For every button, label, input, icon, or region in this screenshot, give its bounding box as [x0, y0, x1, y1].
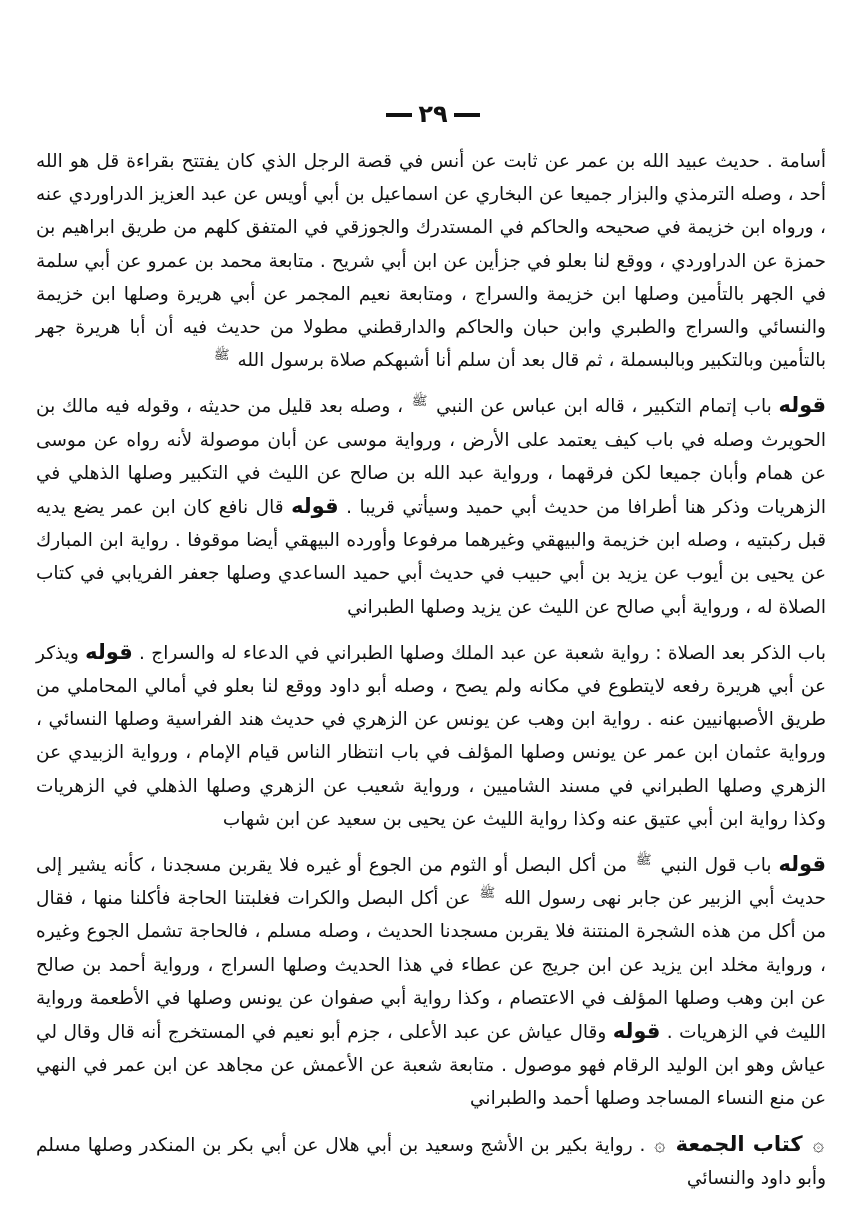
chapter-ornament-icon: ۞ [812, 1134, 824, 1157]
qawluhu-keyword: قوله [291, 494, 339, 519]
qawluhu-keyword: قوله [85, 639, 133, 664]
page-number [0, 100, 866, 128]
paragraph-5 [36, 1128, 826, 1195]
salla-ligature: ﷺ [411, 394, 428, 410]
paragraph-text: . رواية بكير بن الأشج وسعيد بن أبي هلال عن أبي بكر بن المنكدر وصلها مسلم وأبو داود والنسائي [36, 1134, 826, 1189]
paragraph-text: وقال عياش عن عبد الأعلى ، جزم أبو نعيم في المستخرج أنه قال وقال لي عياش وهو ابن الوليد الرقام فهو موصول . متابعة شعبة عن الأعمش عن مجاهد عن ابن عمر في النهي عن منع النساء المساجد وصلها أحمد والطبراني [36, 1022, 826, 1110]
paragraph-text: من أكل البصل أو الثوم من الجوع أو غيره فلا يقربن مسجدنا ، كأنه يشير إلى حديث أبي الزبير عن جابر نهى رسول الله [36, 855, 826, 910]
page-number-dash-right [454, 113, 480, 117]
chapter-ornament-icon: ۞ [654, 1134, 666, 1157]
qawluhu-keyword: قوله [612, 1019, 661, 1044]
paragraph-text: قال نافع كان ابن عمر يضع يديه قبل ركبتيه ، وصله ابن خزيمة والبيهقي وغيرهما مرفوعا وأورده البيهقي أيضا موقوفا . رواية ابن المبارك عن يحيى بن أيوب عن يزيد بن أبي حبيب في حديث أبي حميد الساعدي وصلها جعفر الفريابي في كتاب الصلاة له ، ورواية أبي صالح عن الليث عن يزيد وصلها الطبراني [36, 497, 826, 618]
paragraph-text: ، وصله بعد قليل من حديثه ، وقوله فيه مالك بن الحويرث وصله في باب كيف يعتمد على الأرض ، ورواية موسى عن أبان موصولة لأنه رواه عن موسى عن همام وأبان جميعا لكن فرقهما ، ورواية عبد الله بن صالح عن الليث في التكبير وصلها الذهلي في الزهريات وذكر هنا أطرافا من حديث أبي حميد وسيأتي قريبا . [36, 396, 826, 519]
page-number-dash-left [386, 113, 412, 117]
paragraph-text: أسامة . حديث عبيد الله بن عمر عن ثابت عن أنس في قصة الرجل الذي كان يفتتح بقراءة قل هو الله أحد ، وصله الترمذي والبزار جميعا عن البخاري عن اسماعيل بن أبي أويس عن عبد العزيز الدراوردي عنه ، ورواه ابن خزيمة في صحيحه والحاكم في المستدرك والجوزقي في المتفق كلهم من طريق ابراهيم بن حمزة عن الدراوردي ، ووقع لنا بعلو في جزأين عن ابن أبي شريح . متابعة محمد بن عمرو عن أبي سلمة في الجهر بالتأمين وصلها ابن خزيمة والسراج ، ومتابعة نعيم المجمر عن أبي هريرة وصلها ابن خزيمة والنسائي والسراج والطبري وابن حبان والحاكم والدارقطني مطولا من حديث فيه أن أبا هريرة جهر بالتأمين وبالتكبير وبالبسملة ، ثم قال بعد أن سلم أنا أشبهكم صلاة برسول الله [36, 151, 826, 372]
paragraph-2 [36, 389, 826, 623]
chapter-title: كتاب الجمعة [667, 1131, 811, 1156]
salla-ligature: ﷺ [479, 886, 496, 902]
paragraph-3 [36, 636, 826, 836]
paragraph-text: باب قول النبي [653, 855, 779, 877]
salla-ligature: ﷺ [213, 348, 230, 364]
paragraph-text: باب الذكر بعد الصلاة : رواية شعبة عن عبد الملك وصلها الطبراني في الدعاء له والسراج . [132, 642, 826, 664]
body-text [36, 145, 826, 1195]
paragraph-text: عن أكل البصل والكرات فغلبتنا الحاجة فأكلنا منها ، فقال من أكل من هذه الشجرة المنتنة فلا يقربن مسجدنا الحديث ، وصله مسلم ، فالحاجة تشمل الجوع وغيره ، ورواية مخلد ابن يزيد عن ابن جريج عن عطاء في هذا الحديث وصلها السراج ، ورواية أحمد بن صالح عن ابن وهب وصلها المؤلف في الاعتصام ، وكذا رواية أبي صفوان عن يونس وصلها في الأطعمة ورواية الليث في الزهريات . [36, 888, 827, 1044]
qawluhu-keyword: قوله [778, 393, 826, 418]
paragraph-4 [36, 848, 826, 1116]
salla-ligature: ﷺ [635, 852, 652, 868]
paragraph-1 [36, 145, 826, 377]
paragraph-text: ويذكر عن أبي هريرة رفعه لايتطوع في مكانه ولم يصح ، وصله أبو داود ووقع لنا بعلو في أمالي المحاملي من طريق الأصبهانيين عنه . رواية ابن وهب عن يونس عن الزهري في حديث هند الفراسية وصلها النسائي ، ورواية عثمان ابن عمر عن يونس وصلها المؤلف في باب انتظار الناس قيام الإمام ، ورواية الزبيدي عن الزهري وصلها الطبراني في مسند الشاميين ، ورواية شعيب عن الزهري وصلها الذهلي في الزهريات وكذا رواية ابن أبي عتيق عنه وكذا رواية الليث عن يحيى بن سعيد عن ابن شهاب [36, 642, 826, 830]
page-number-value: ٢٩ [418, 100, 448, 128]
qawluhu-keyword: قوله [778, 852, 826, 877]
paragraph-text: باب إتمام التكبير ، قاله ابن عباس عن النبي [429, 396, 779, 418]
